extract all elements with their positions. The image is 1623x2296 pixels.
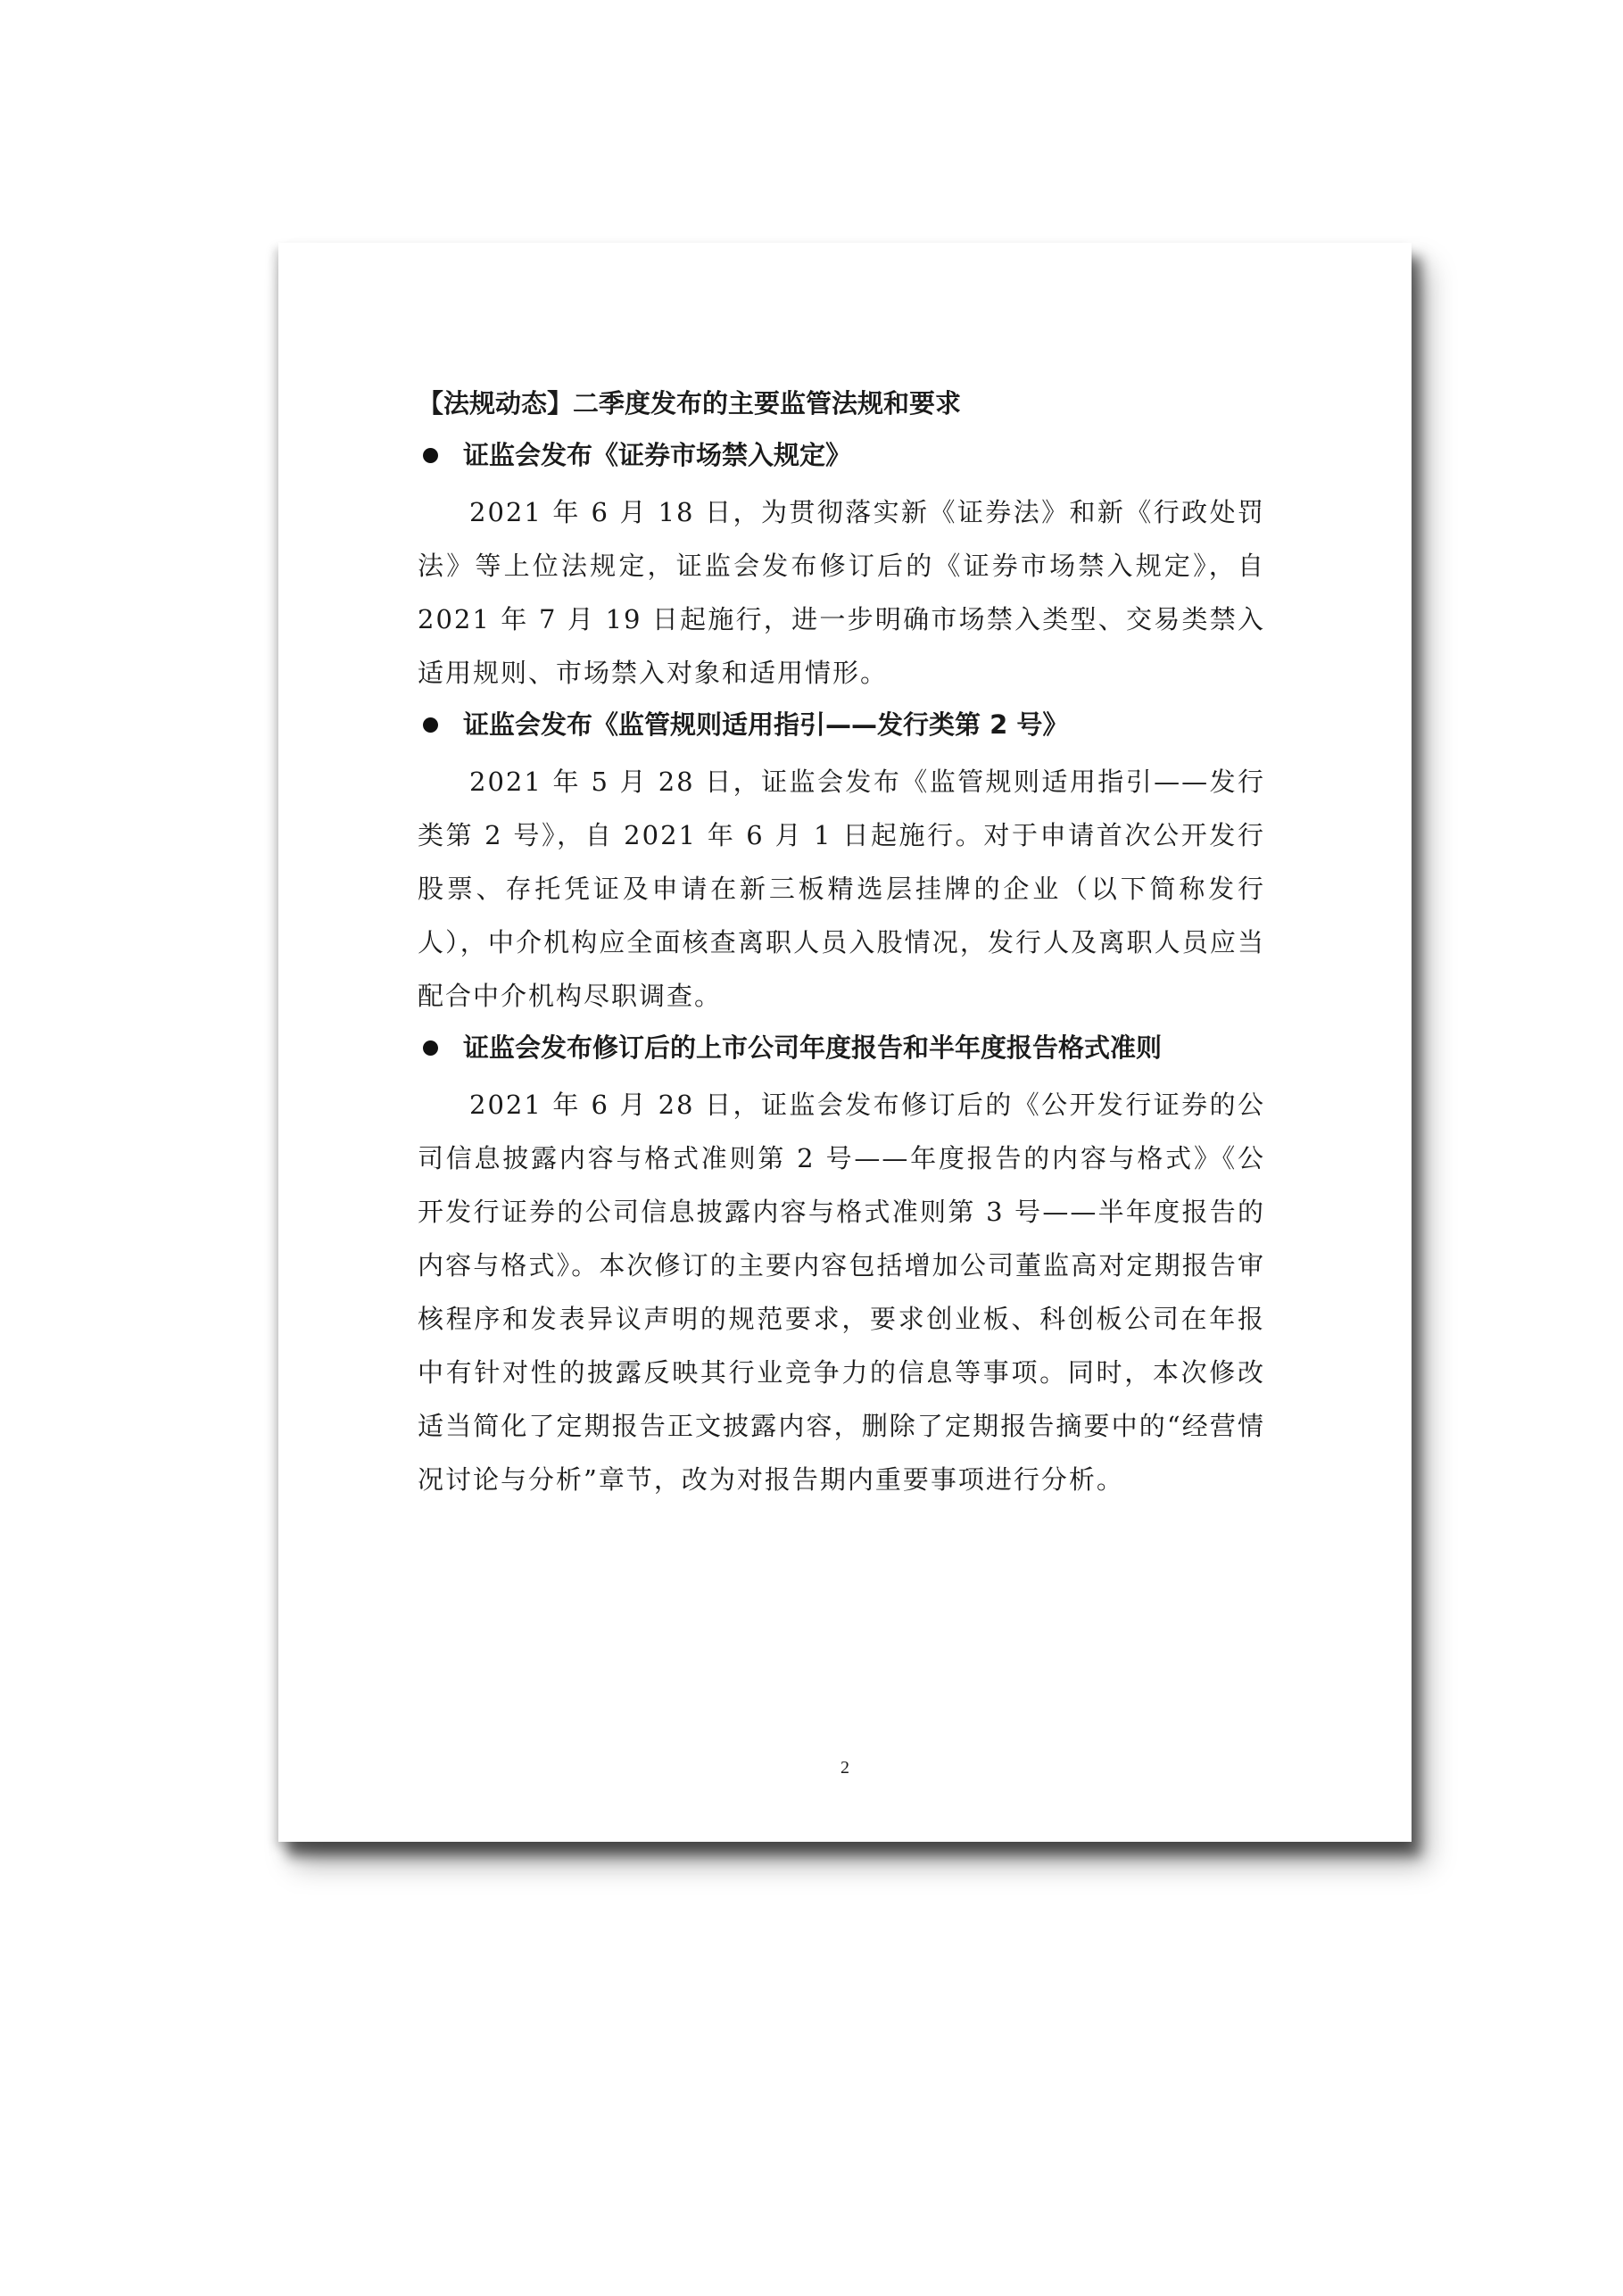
bullet-heading-2	[418, 707, 1265, 742]
section-title: 【法规动态】二季度发布的主要监管法规和要求	[418, 388, 962, 419]
document-page	[278, 243, 1412, 1842]
bullet-icon	[423, 448, 438, 463]
bullet-heading-text: 证监会发布《监管规则适用指引——发行类第 2 号》	[463, 709, 1069, 740]
bullet-heading-text: 证监会发布修订后的上市公司年度报告和半年度报告格式准则	[463, 1032, 1163, 1063]
paragraph-3: 2021 年 6 月 28 日，证监会发布修订后的《公开发行证券的公司信息披露内容与格式准则第 2 号——年度报告的内容与格式》《公开发行证券的公司信息披露内容与格式准则第 3 号——半年度报告的内容与格式》。本次修订的主要内容包括增加公司董监高对定期报告审核程序和发表异议声明的规范要求，要求创业板、科创板公司在年报中有针对性的披露反映其行业竞争力的信息等事项。同时，本次修改适当简化了定期报告正文披露内容，删除了定期报告摘要中的“经营情况讨论与分析”章节，改为对报告期内重要事项进行分析。	[418, 1090, 1265, 1495]
page-content	[418, 385, 1265, 1512]
paragraph-1: 2021 年 6 月 18 日，为贯彻落实新《证券法》和新《行政处罚法》等上位法规定，证监会发布修订后的《证券市场禁入规定》，自 2021 年 7 月 19 日起施行，进一步明确市场禁入类型、交易类禁入适用规则、市场禁入对象和适用情形。	[418, 497, 1265, 688]
page-number: 2	[840, 1758, 849, 1778]
paragraph-2: 2021 年 5 月 28 日，证监会发布《监管规则适用指引——发行类第 2 号》，自 2021 年 6 月 1 日起施行。对于申请首次公开发行股票、存托凭证及申请在新三板精选层挂牌的企业（以下简称发行人），中介机构应全面核查离职人员入股情况，发行人及离职人员应当配合中介机构尽职调查。	[418, 767, 1265, 1011]
bullet-icon	[423, 1040, 438, 1056]
bullet-heading-text: 证监会发布《证券市场禁入规定》	[463, 440, 852, 470]
bullet-icon	[423, 717, 438, 733]
bullet-heading-1	[418, 437, 1265, 473]
bullet-heading-3	[418, 1030, 1265, 1065]
